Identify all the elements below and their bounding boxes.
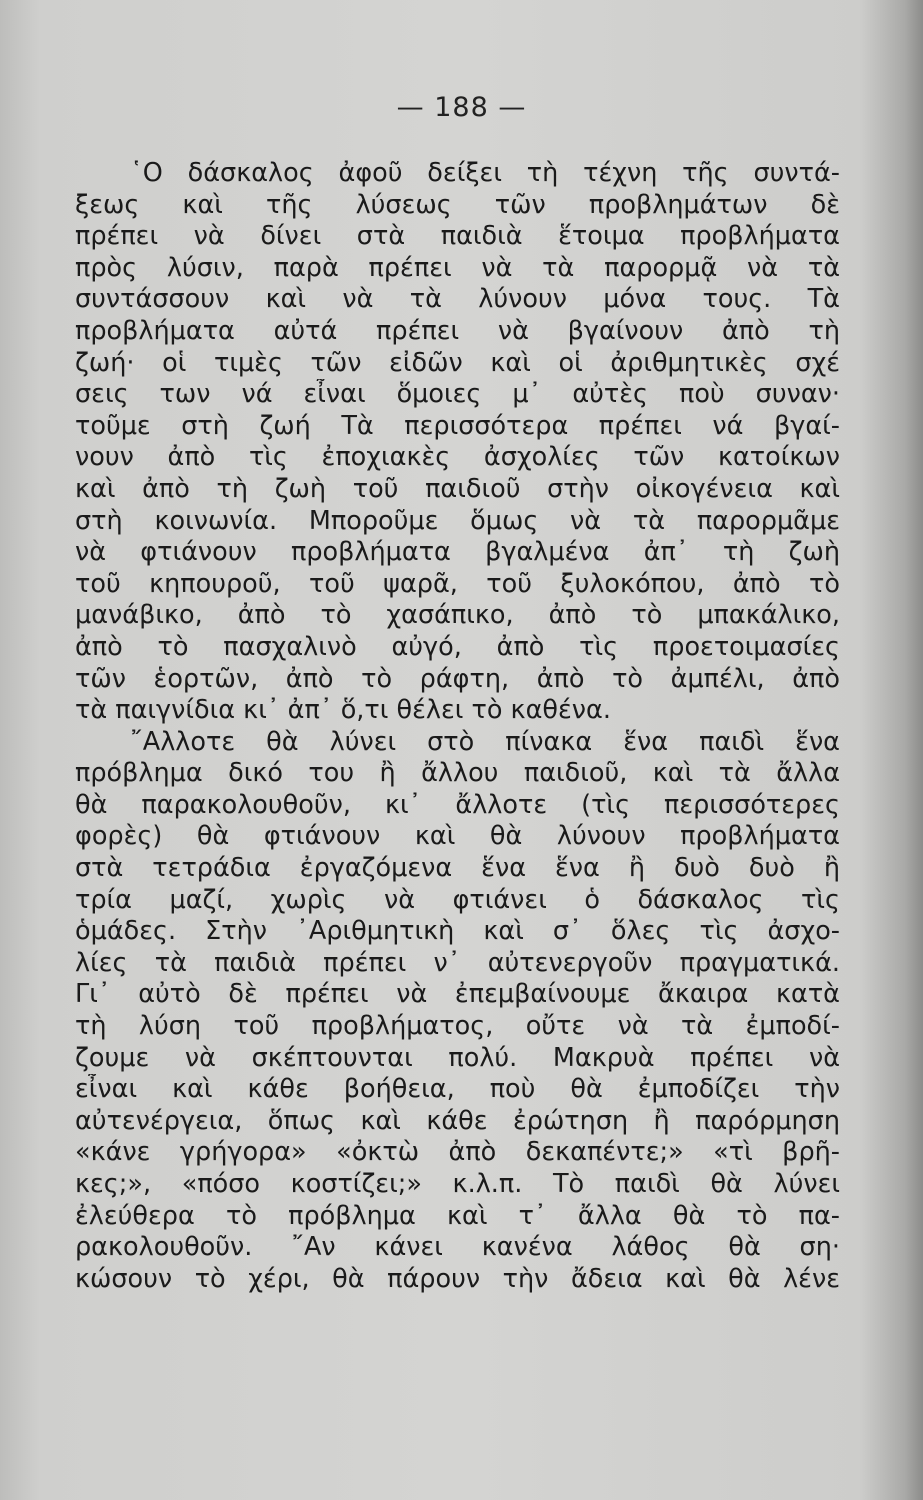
text-line: νουν ἀπὸ τὶς ἐποχιακὲς ἀσχολίες τῶν κατοίκων [75, 442, 840, 473]
text-line: τὰ παιγνίδια κι᾽ ἀπ᾽ ὅ,τι θέλει τὸ καθένα. [75, 695, 611, 726]
text-line: ζωή· οἱ τιμὲς τῶν εἰδῶν καὶ οἱ ἀριθμητικὲς σχέ [75, 347, 840, 378]
text-line: ἀπὸ τὸ πασχαλινὸ αὐγό, ἀπὸ τὶς προετοιμασίες [75, 631, 840, 662]
text-line: ῎Αλλοτε θὰ λύνει στὸ πίνακα ἕνα παιδὶ ἕνα [130, 726, 840, 757]
text-line: κώσουν τὸ χέρι, θὰ πάρουν τὴν ἄδεια καὶ θὰ λένε [75, 1263, 840, 1294]
text-line: ξεως καὶ τῆς λύσεως τῶν προβλημάτων δὲ [75, 189, 840, 220]
text-line: στὰ τετράδια ἐργαζόμενα ἕνα ἕνα ἢ δυὸ δυὸ ἢ [75, 853, 840, 884]
text-line: αὐτενέργεια, ὅπως καὶ κάθε ἐρώτηση ἢ παρόρμηση [75, 1105, 840, 1136]
text-line: φορὲς) θὰ φτιάνουν καὶ θὰ λύνουν προβλήματα [75, 821, 840, 852]
text-line: ῾Ο δάσκαλος ἀφοῦ δείξει τὴ τέχνη τῆς συντά- [130, 158, 840, 188]
text-line: «κάνε γρήγορα» «ὀκτὼ ἀπὸ δεκαπέντε;» «τὶ βρῆ- [75, 1137, 840, 1168]
text-line: μανάβικο, ἀπὸ τὸ χασάπικο, ἀπὸ τὸ μπακάλικο, [75, 600, 840, 631]
text-line: θὰ παρακολουθοῦν, κι᾽ ἄλλοτε (τὶς περισσότερες [75, 789, 840, 820]
text-line: συντάσσουν καὶ νὰ τὰ λύνουν μόνα τους. Τὰ [75, 284, 840, 315]
text-line: τὴ λύση τοῦ προβλήματος, οὔτε νὰ τὰ ἐμποδί- [75, 1011, 840, 1042]
text-line: πρόβλημα δικό του ἢ ἄλλου παιδιοῦ, καὶ τὰ ἄλλα [75, 758, 840, 789]
text-line: σεις των νά εἶναι ὅμοιες μ᾽ αὐτὲς ποὺ συναν· [75, 379, 840, 410]
text-line: ὁμάδες. Στὴν ᾽Αριθμητικὴ καὶ σ᾽ ὅλες τὶς ἀσχο- [75, 916, 840, 947]
text-line: κες;», «πόσο κοστίζει;» κ.λ.π. Τὸ παιδὶ θὰ λύνει [75, 1169, 840, 1199]
text-line: λίες τὰ παιδιὰ πρέπει ν᾽ αὐτενεργοῦν πραγματικά. [75, 947, 840, 978]
text-line: τοῦ κηπουροῦ, τοῦ ψαρᾶ, τοῦ ξυλοκόπου, ἀπὸ τὸ [75, 568, 840, 599]
text-line: ἐλεύθερα τὸ πρόβλημα καὶ τ᾽ ἄλλα θὰ τὸ πα- [75, 1200, 840, 1231]
text-line: πρὸς λύσιν, παρὰ πρέπει νὰ τὰ παρορμᾷ νὰ τὰ [75, 252, 840, 283]
text-line: στὴ κοινωνία. Μποροῦμε ὅμως νὰ τὰ παρορμᾶμε [75, 505, 840, 536]
page-number: — 188 — [396, 92, 527, 123]
text-line: τῶν ἑορτῶν, ἀπὸ τὸ ράφτη, ἀπὸ τὸ ἀμπέλι, ἀπὸ [75, 663, 840, 694]
text-line: νὰ φτιάνουν προβλήματα βγαλμένα ἀπ᾽ τὴ ζωὴ [75, 537, 840, 568]
text-line: προβλήματα αὐτά πρέπει νὰ βγαίνουν ἀπὸ τὴ [75, 315, 840, 346]
text-line: πρέπει νὰ δίνει στὰ παιδιὰ ἕτοιμα προβλήματα [75, 221, 840, 252]
text-line: Γι᾽ αὐτὸ δὲ πρέπει νὰ ἐπεμβαίνουμε ἄκαιρα κατὰ [75, 979, 840, 1010]
text-line: τοῦμε στὴ ζωή Τὰ περισσότερα πρέπει νά βγαί- [75, 410, 840, 441]
text-line: τρία μαζί, χωρὶς νὰ φτιάνει ὁ δάσκαλος τὶς [75, 884, 840, 915]
text-line: εἶναι καὶ κάθε βοήθεια, ποὺ θὰ ἐμποδίζει τὴν [75, 1074, 840, 1105]
text-line: ζουμε νὰ σκέπτουνται πολύ. Μακρυὰ πρέπει νὰ [75, 1042, 840, 1073]
body-text [75, 158, 840, 1295]
text-line: ρακολουθοῦν. ῎Αν κάνει κανένα λάθος θὰ ση· [75, 1232, 840, 1263]
text-line: καὶ ἀπὸ τὴ ζωὴ τοῦ παιδιοῦ στὴν οἰκογένεια καὶ [75, 473, 840, 504]
